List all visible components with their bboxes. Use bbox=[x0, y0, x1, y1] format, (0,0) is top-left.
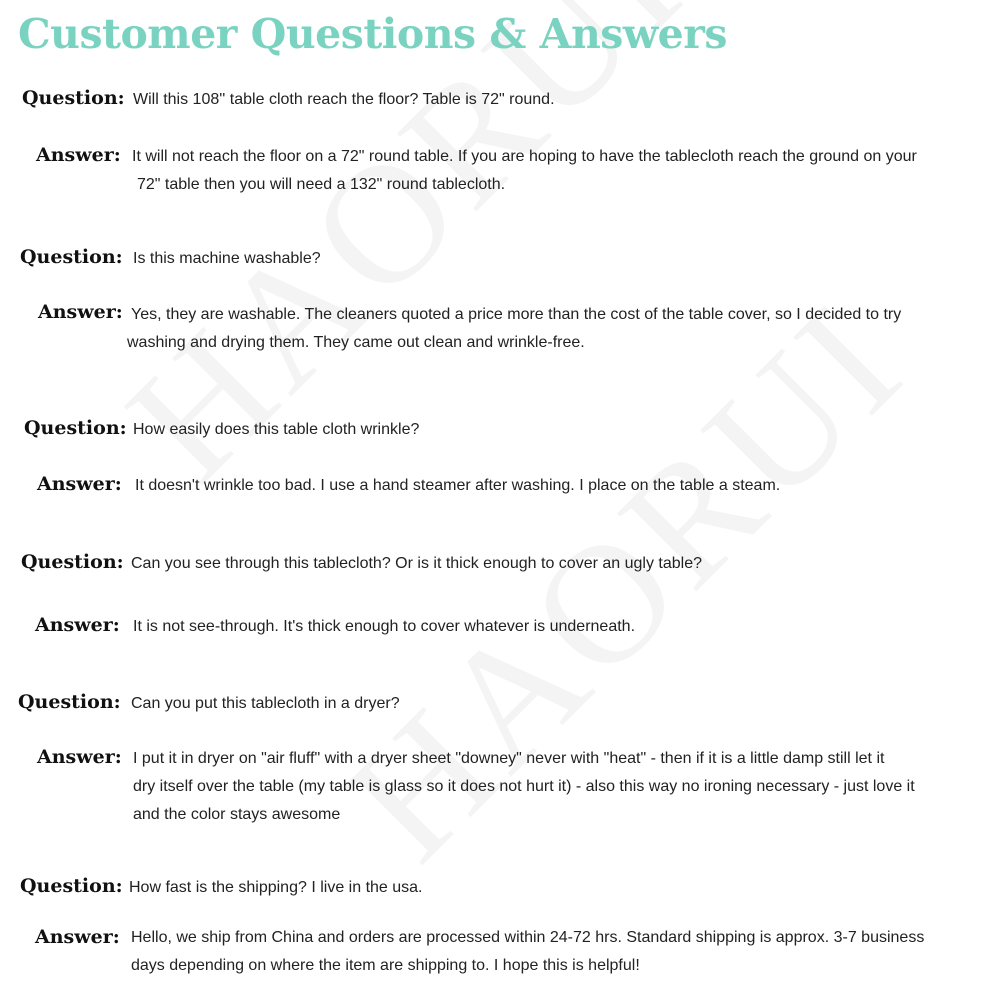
answer-text: days depending on where the item are shipping to. I hope this is helpful! bbox=[131, 957, 640, 974]
watermark-text bbox=[310, 267, 941, 898]
answer-text: It is not see-through. It's thick enough to cover whatever is underneath. bbox=[133, 618, 636, 635]
question-text: How easily does this table cloth wrinkle? bbox=[133, 421, 420, 438]
question-text: Will this 108'' table cloth reach the floor? Table is 72" round. bbox=[133, 91, 555, 108]
question-label: Question: bbox=[24, 417, 127, 439]
answer-text: and the color stays awesome bbox=[133, 806, 341, 823]
question-text: Can you put this tablecloth in a dryer? bbox=[131, 695, 400, 712]
answer-text: It will not reach the floor on a 72" round table. If you are hoping to have the tablecloth reach the ground on your bbox=[132, 148, 917, 165]
page-title: Customer Questions & Answers bbox=[18, 10, 727, 58]
answer-label: Answer: bbox=[38, 301, 123, 323]
question-label: Question: bbox=[20, 875, 123, 897]
question-text: Is this machine washable? bbox=[133, 250, 321, 267]
answer-label: Answer: bbox=[35, 614, 120, 636]
answer-text: It doesn't wrinkle too bad. I use a hand steamer after washing. I place on the table a steam. bbox=[135, 477, 781, 494]
answer-text: Hello, we ship from China and orders are processed within 24-72 hrs. Standard shipping is approx. 3-7 business bbox=[131, 929, 925, 946]
answer-text: washing and drying them. They came out clean and wrinkle-free. bbox=[127, 334, 585, 351]
question-label: Question: bbox=[21, 551, 124, 573]
question-label: Question: bbox=[18, 691, 121, 713]
question-label: Question: bbox=[22, 87, 125, 109]
answer-label: Answer: bbox=[36, 144, 121, 166]
answer-label: Answer: bbox=[37, 473, 122, 495]
answer-label: Answer: bbox=[35, 926, 120, 948]
answer-text: Yes, they are washable. The cleaners quoted a price more than the cost of the table cover, so I decided to try bbox=[131, 306, 902, 323]
question-text: How fast is the shipping? I live in the usa. bbox=[129, 879, 423, 896]
answer-text: 72" table then you will need a 132" round tablecloth. bbox=[137, 176, 506, 193]
answer-label: Answer: bbox=[37, 746, 122, 768]
answer-text: dry itself over the table (my table is glass so it does not hurt it) - also this way no ironing necessary - just love it bbox=[133, 778, 915, 795]
question-text: Can you see through this tablecloth? Or is it thick enough to cover an ugly table? bbox=[131, 555, 703, 572]
question-label: Question: bbox=[20, 246, 123, 268]
answer-text: I put it in dryer on "air fluff" with a dryer sheet "downey" never with "heat" - then if it is a little damp still let it bbox=[133, 750, 885, 767]
